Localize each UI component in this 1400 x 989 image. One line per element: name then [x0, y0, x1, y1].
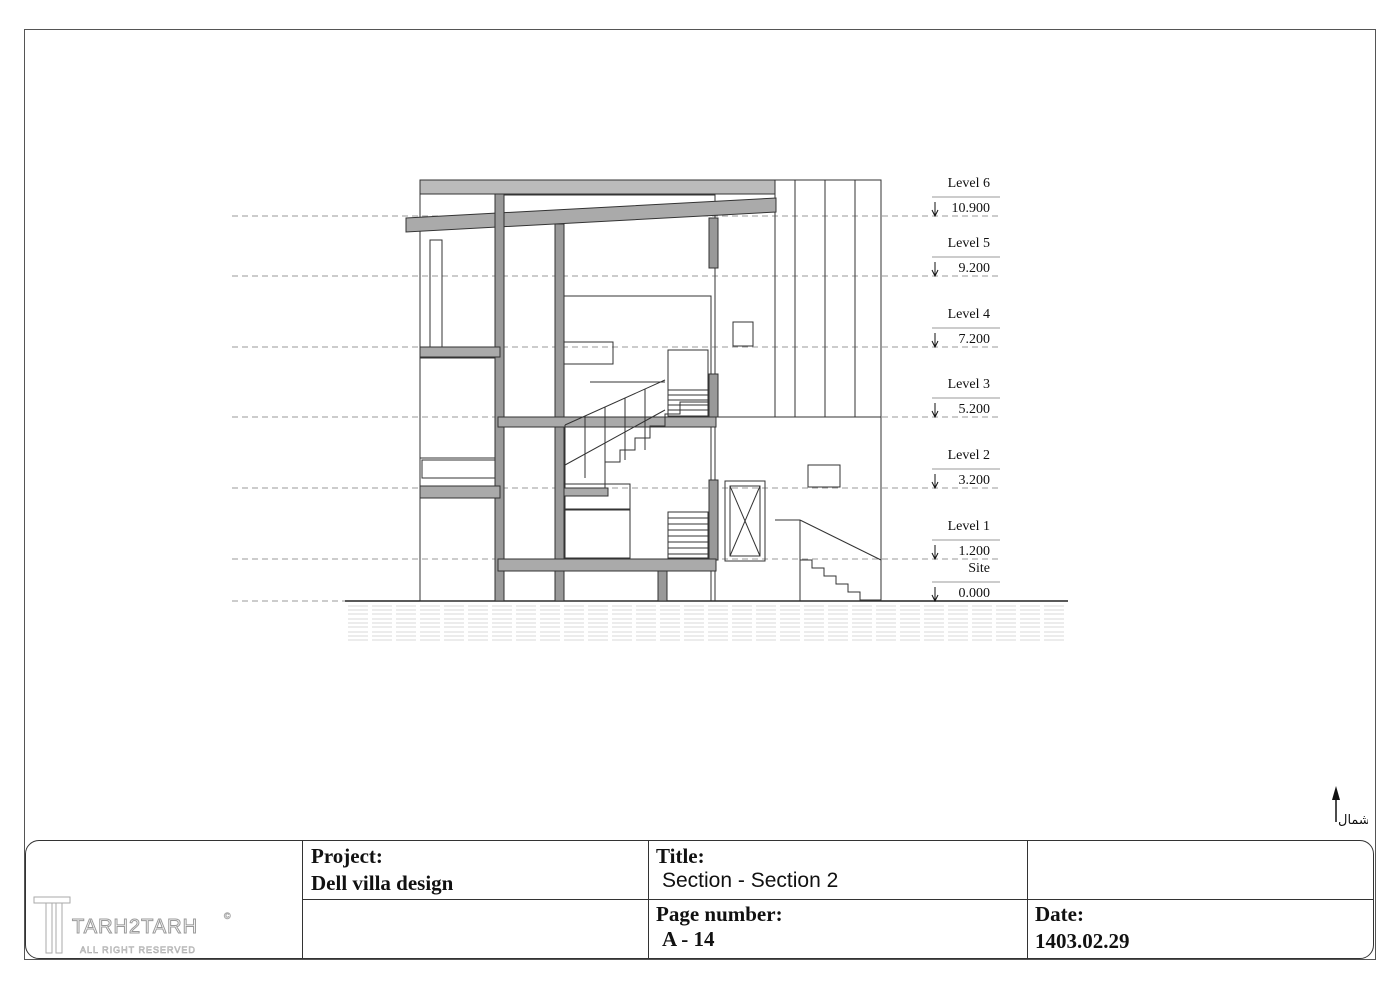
date-value: 1403.02.29	[1035, 929, 1130, 953]
logo-subtext: ALL RIGHT RESERVED	[80, 945, 196, 955]
level-marker-icon	[932, 262, 938, 276]
level-marker-icon	[932, 474, 938, 488]
level-name: Level 5	[947, 236, 990, 251]
level-marker	[932, 377, 1000, 417]
level-elevation: 1.200	[958, 544, 990, 559]
project-label: Project:	[311, 844, 383, 868]
north-arrow-icon	[1318, 786, 1368, 831]
level-marker-icon	[932, 202, 938, 216]
level-marker	[932, 519, 1000, 559]
title-block-row-divider	[302, 899, 1373, 900]
sheet-title: Section - Section 2	[662, 869, 839, 892]
level-elevation: 10.900	[951, 201, 990, 216]
logo-text: TARH2TARH	[72, 916, 199, 938]
level-marker	[932, 307, 1000, 347]
company-logo	[30, 895, 260, 959]
north-label: شمال	[1338, 813, 1368, 828]
columns	[495, 194, 718, 601]
level-marker-icon	[932, 403, 938, 417]
date-label: Date:	[1035, 902, 1084, 926]
title-block	[25, 840, 1374, 959]
logo-copyright-mark: ©	[224, 911, 232, 921]
title-label: Title:	[656, 844, 705, 868]
sloped-roof-beam	[406, 198, 776, 232]
level-name: Level 1	[947, 519, 990, 534]
page-number: A - 14	[662, 927, 715, 951]
page-number-label: Page number:	[656, 902, 783, 926]
ground-hatch	[348, 606, 1064, 640]
level-elevation: 3.200	[958, 473, 990, 488]
project-name: Dell villa design	[311, 871, 454, 895]
level-name: Level 6	[947, 176, 990, 191]
level-elevation: 9.200	[958, 261, 990, 276]
level-name: Level 3	[947, 377, 990, 392]
building-section	[420, 180, 881, 601]
level-marker-icon	[932, 333, 938, 347]
level-elevation: 0.000	[958, 586, 990, 601]
level-elevation: 7.200	[958, 332, 990, 347]
level-marker	[932, 236, 1000, 276]
roof-slab	[420, 180, 775, 194]
level-name: Site	[968, 561, 990, 576]
level-elevation: 5.200	[958, 402, 990, 417]
level-name: Level 4	[947, 307, 990, 322]
level-marker	[932, 176, 1000, 216]
north-arrow	[1318, 786, 1368, 836]
level-markers	[932, 176, 1000, 601]
level-name: Level 2	[947, 448, 990, 463]
level-marker	[932, 561, 1000, 601]
level-marker	[932, 448, 1000, 488]
level-marker-icon	[932, 587, 938, 601]
level-lines	[232, 216, 1000, 601]
level-marker-icon	[932, 545, 938, 559]
floor-slabs	[420, 347, 716, 571]
